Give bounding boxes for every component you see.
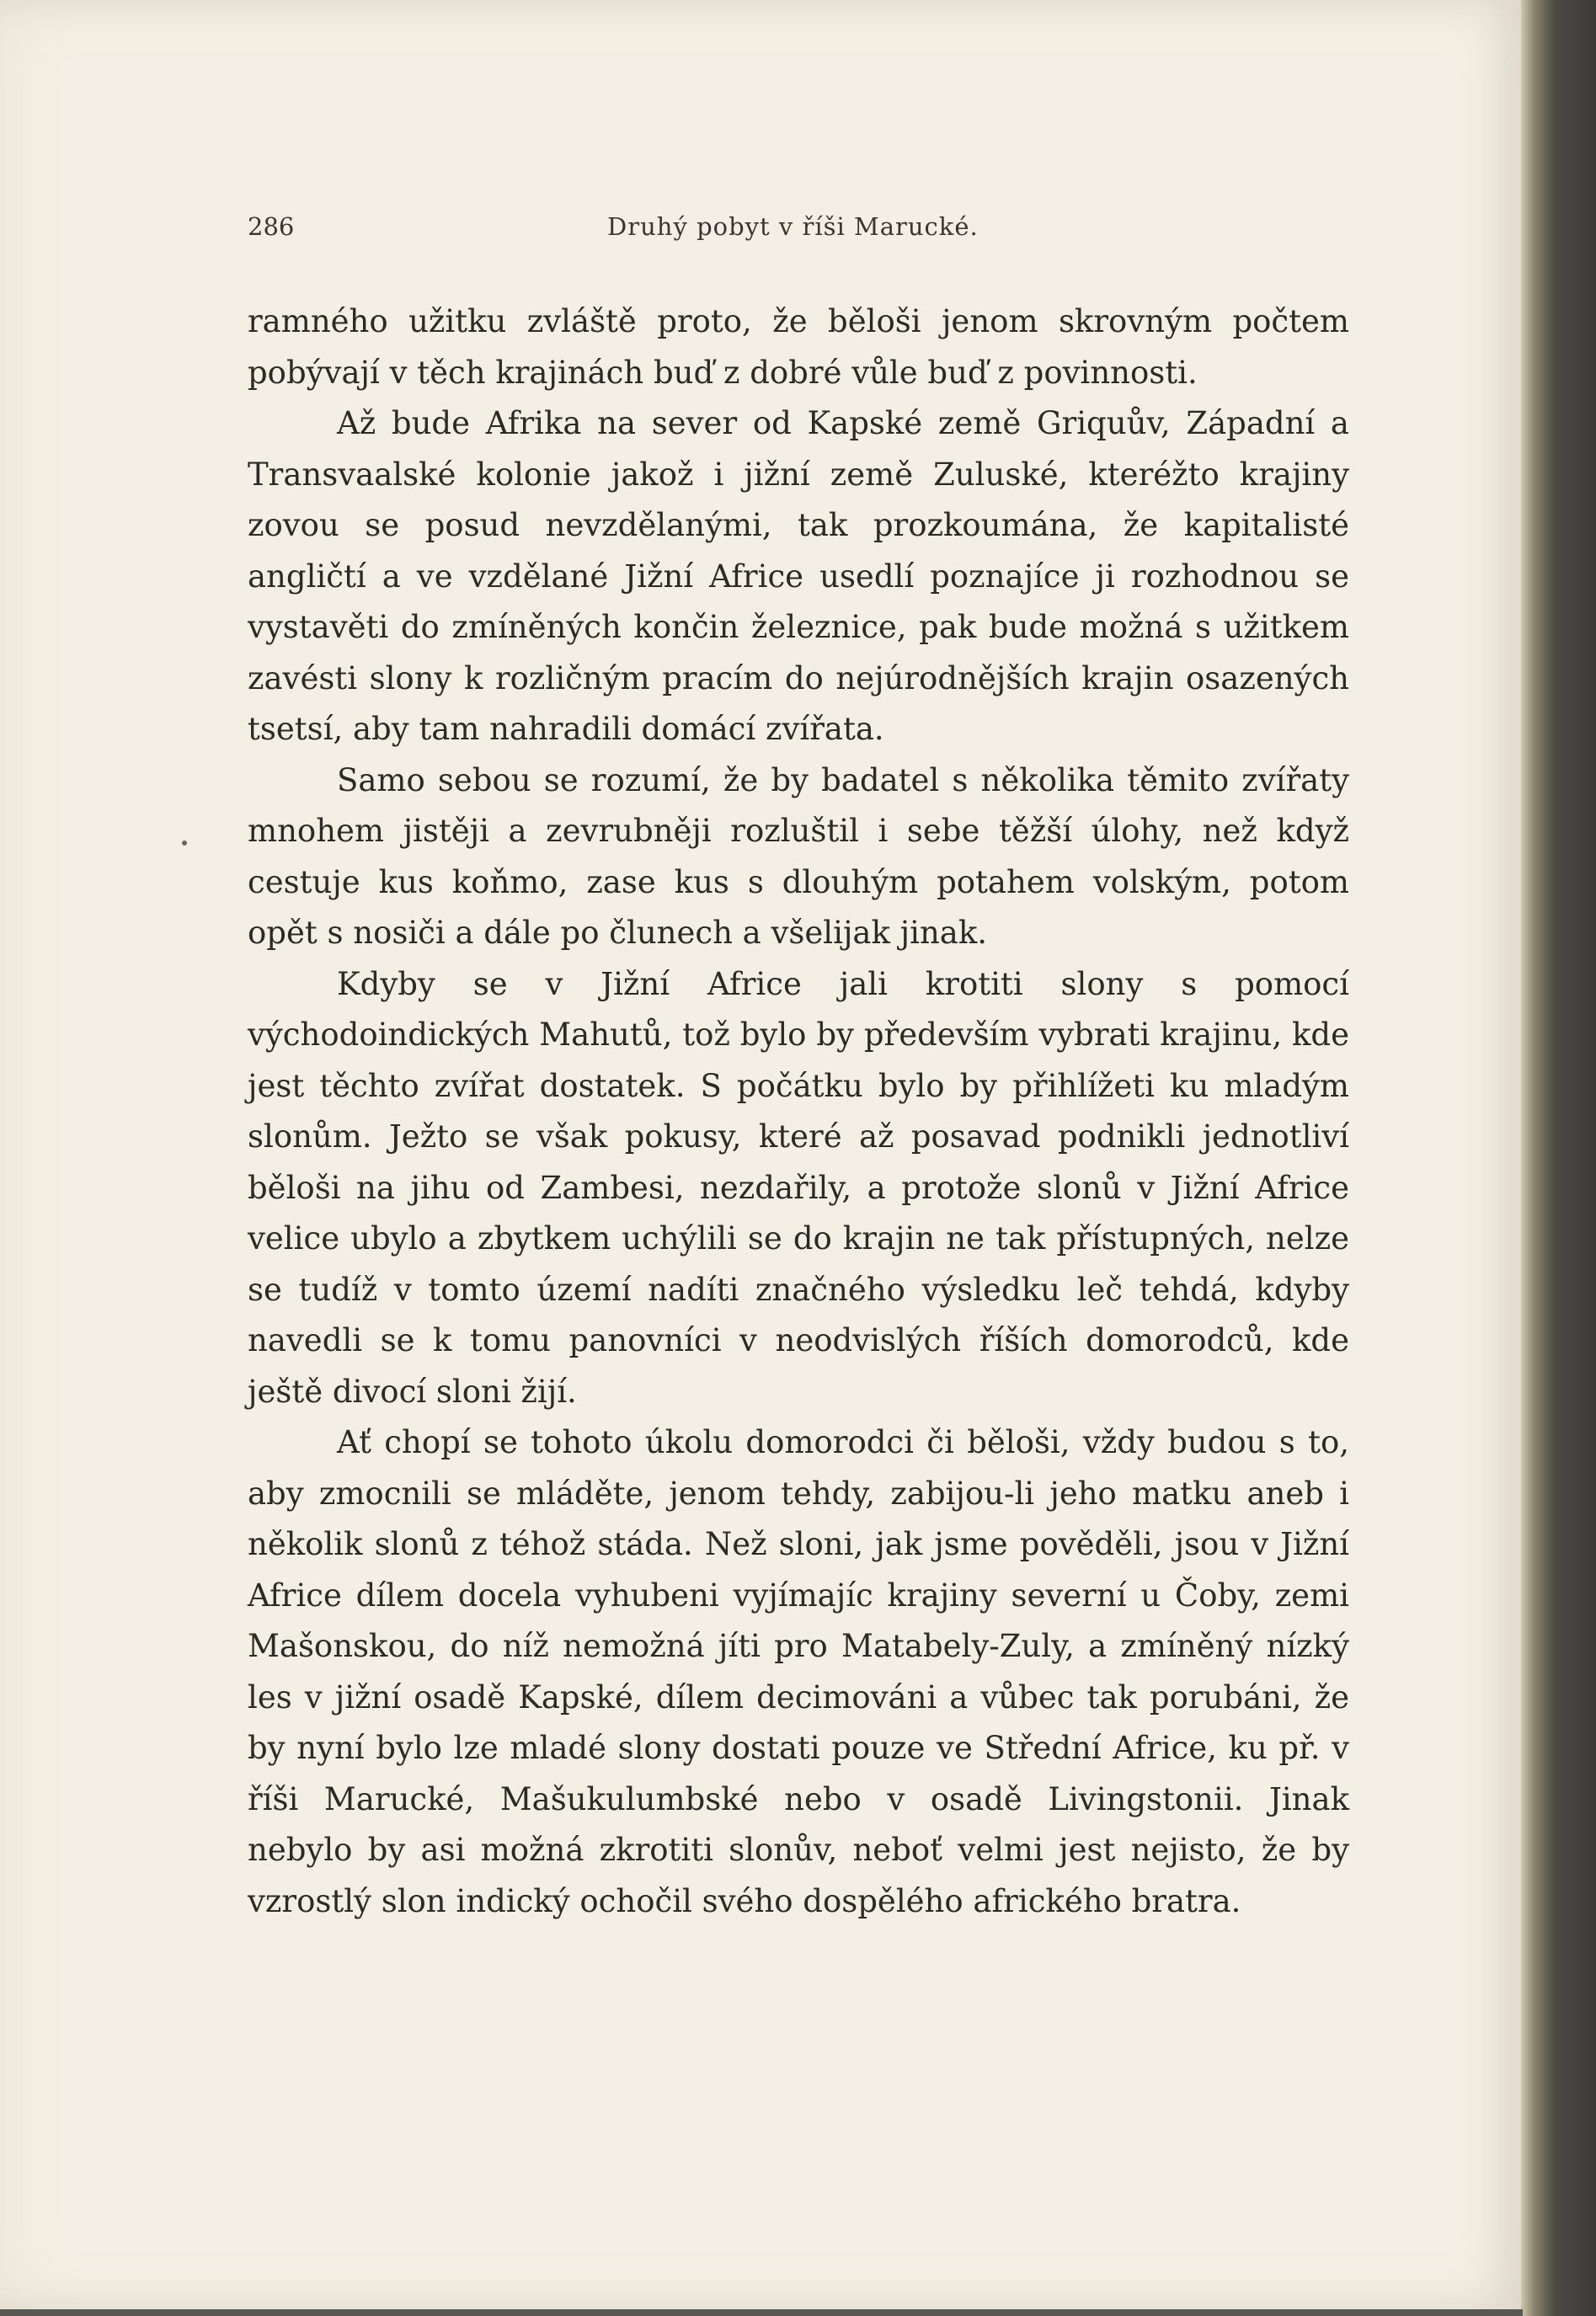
body-text bbox=[248, 296, 1349, 1927]
paragraph: Ať chopí se tohoto úkolu domorodci či běloši, vždy budou s to, aby zmocnili se mláděte, jenom tehdy, zabijou-li jeho matku aneb i několik slonů z téhož stáda. Než sloni, jak jsme pověděli, jsou v Jižní Africe dílem docela vyhubeni vyjímajíc krajiny severní u Čoby, zemi Mašonskou, do níž nemožná jíti pro Matabely-Zuly, a zmíněný nízký les v jižní osadě Kapské, dílem decimováni a vůbec tak porubáni, že by nyní bylo lze mladé slony dostati pouze ve Střední Africe, ku př. v říši Marucké, Mašukulumbské nebo v osadě Livingstonii. Jinak nebylo by asi možná zkrotiti slonův, neboť velmi jest nejisto, že by vzrostlý slon indický ochočil svého dospělého afrického bratra. bbox=[248, 1424, 1349, 1919]
paragraph: ramného užitku zvláště proto, že běloši jenom skrovným počtem pobývají v těch krajinách buď z dobré vůle buď z povinnosti. bbox=[248, 303, 1349, 391]
running-title: Druhý pobyt v říši Marucké. bbox=[607, 212, 979, 241]
ink-speck bbox=[182, 840, 187, 846]
page-bottom-edge bbox=[0, 2309, 1523, 2316]
paragraph: Až bude Afrika na sever od Kapské země Griquův, Západní a Transvaalské kolonie jakož i jižní země Zuluské, kteréžto krajiny zovou se posud nevzdělanými, tak prozkoumána, že kapitalisté angličtí a ve vzdělané Jižní Africe usedlí poznajíce ji rozhodnou se vystavěti do zmíněných končin železnice, pak bude možná s užitkem zavésti slony k rozličným pracím do nejúrodnějších krajin osazených tsetsí, aby tam nahradili domácí zvířata. bbox=[248, 405, 1349, 747]
page-gutter-edge bbox=[1521, 0, 1596, 2316]
page-number: 286 bbox=[248, 212, 295, 241]
running-head bbox=[248, 212, 990, 246]
paragraph: Kdyby se v Jižní Africe jali krotiti slony s pomocí východoindických Mahutů, tož bylo by především vybrati krajinu, kde jest těchto zvířat dostatek. S počátku bylo by přihlížeti ku mladým slonům. Ježto se však pokusy, které až posavad podnikli jednotliví běloši na jihu od Zambesi, nezdařily, a protože slonů v Jižní Africe velice ubylo a zbytkem uchýlili se do krajin ne tak přístupných, nelze se tudíž v tomto území nadíti značného výsledku leč tehdá, kdyby navedli se k tomu panovníci v neodvislých říších domorodců, kde ještě divocí sloni žijí. bbox=[248, 965, 1349, 1410]
paragraph: Samo sebou se rozumí, že by badatel s několika těmito zvířaty mnohem jistěji a zevrubněji rozluštil i sebe těžší úlohy, než když cestuje kus koňmo, zase kus s dlouhým potahem volským, potom opět s nosiči a dále po člunech a všelijak jinak. bbox=[248, 761, 1349, 951]
